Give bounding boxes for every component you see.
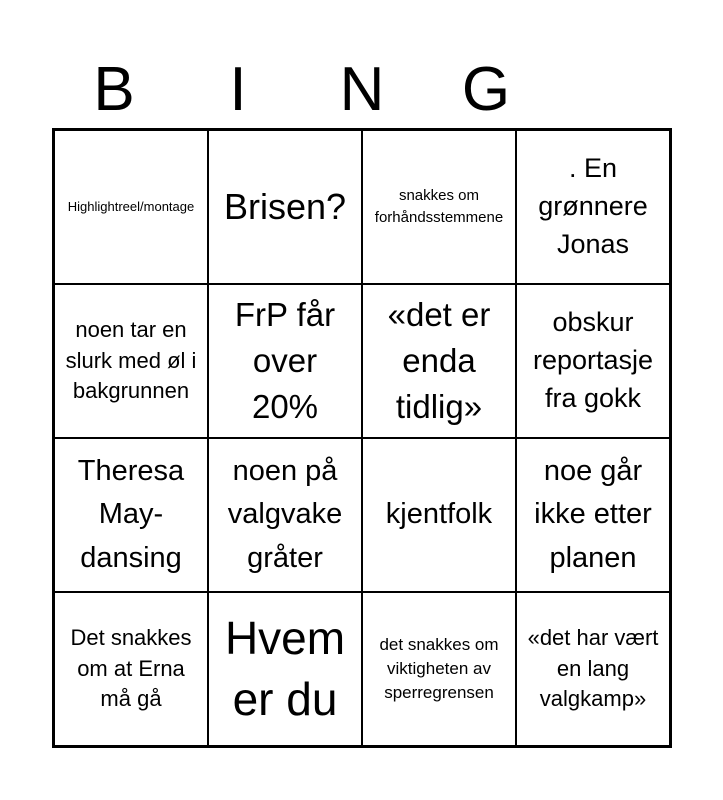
bingo-cell[interactable] [54,284,208,438]
header-letter-b: B [93,55,135,124]
bingo-cell[interactable] [208,130,362,284]
bingo-cell[interactable] [54,592,208,746]
bingo-cell[interactable] [362,438,516,592]
bingo-cell[interactable] [54,130,208,284]
bingo-cell[interactable] [208,284,362,438]
cell-text: . En grønnere Jonas [538,153,648,259]
cell-text: Theresa May-dansing [77,454,185,574]
cell-text: det snakkes om viktigheten av sperregrensen [379,635,499,702]
bingo-cell[interactable] [516,284,670,438]
cell-text: FrP får over 20% [234,295,336,426]
header-letter-n: N [339,55,385,124]
bingo-cell[interactable] [362,130,516,284]
cell-text: «det er enda tidlig» [387,295,491,426]
bingo-cell[interactable] [54,438,208,592]
bingo-cell[interactable] [516,438,670,592]
cell-text: kjentfolk [385,498,493,531]
bingo-cell[interactable] [516,592,670,746]
bingo-cell[interactable] [208,592,362,746]
bingo-board [52,128,672,748]
header-letter-i: I [229,55,247,124]
bingo-cell[interactable] [516,130,670,284]
cell-text: Det snakkes om at Erna må gå [70,624,192,712]
cell-text: noen på valgvake gråter [227,454,343,574]
bingo-cell[interactable] [208,438,362,592]
cell-text: Hvem er du [224,612,346,725]
bingo-cell[interactable] [362,592,516,746]
cell-text: Highlightreel/montage [67,198,195,214]
header-letter-g: G [461,55,511,124]
cell-text: noe går ikke etter planen [534,454,652,574]
cell-text: obskur reportasje fra gokk [532,307,654,413]
cell-text: snakkes om forhåndsstemmene [374,187,504,226]
cell-text: Brisen? [223,185,347,227]
cell-text: «det har vært en lang valgkamp» [527,624,659,712]
bingo-header [52,52,672,128]
cell-text: noen tar en slurk med øl i bakgrunnen [65,316,197,404]
bingo-cell[interactable] [362,284,516,438]
